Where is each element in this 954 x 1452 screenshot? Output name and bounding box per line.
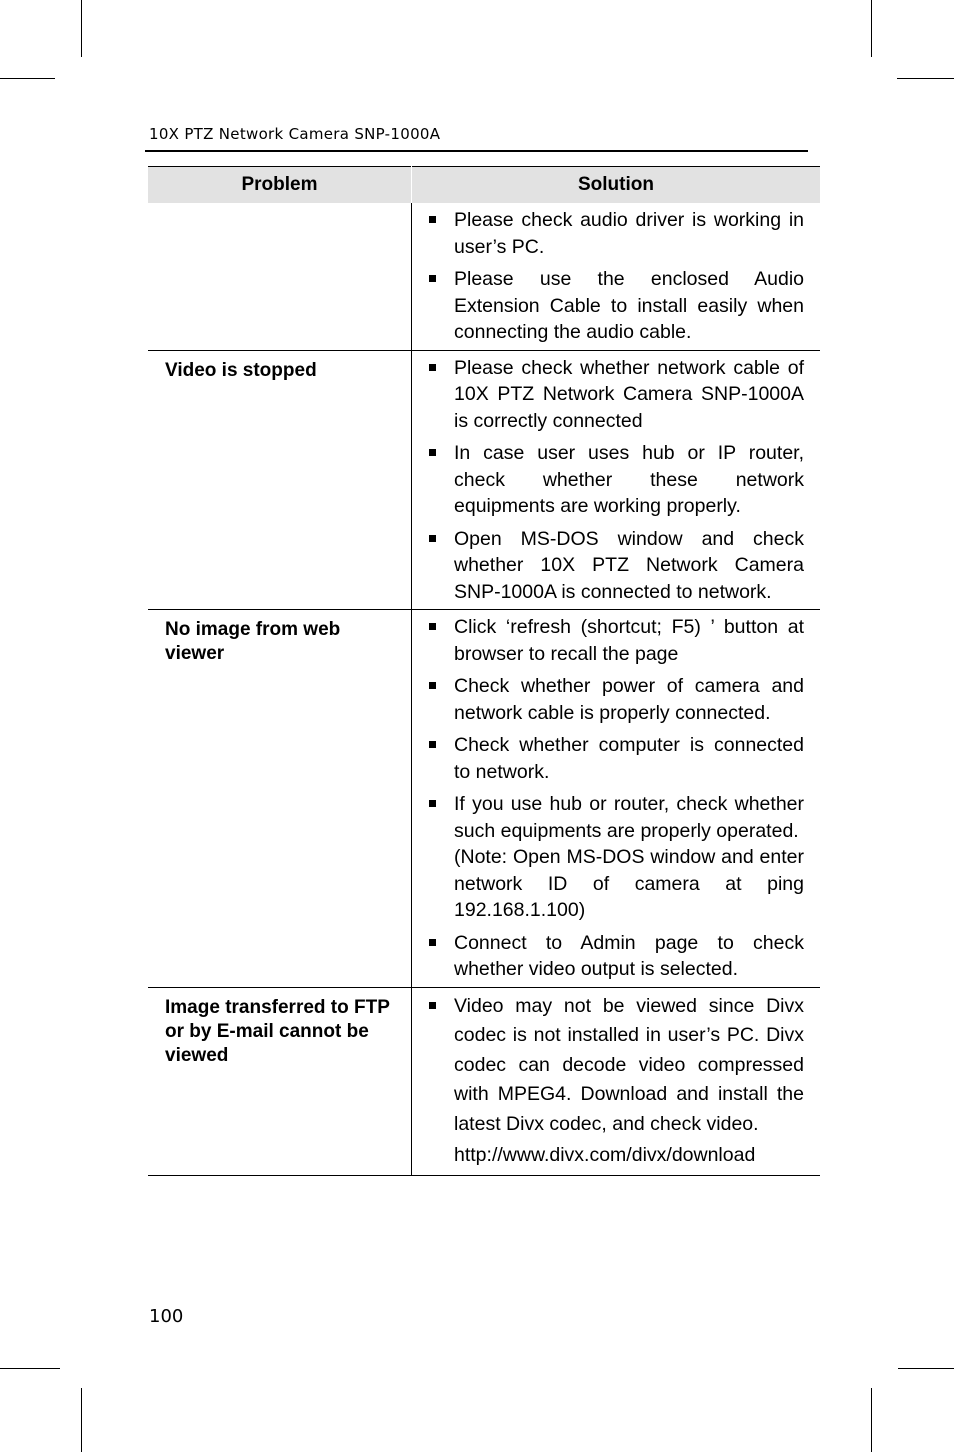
list-item <box>412 791 804 924</box>
problem-cell: Image transferred to FTP or by E-mail cannot be viewed <box>148 987 412 1175</box>
list-item <box>412 992 804 1171</box>
solution-text: Check whether power of camera and network cable is properly connected. <box>454 675 804 724</box>
crop-mark <box>0 1368 60 1369</box>
problem-cell: Video is stopped <box>148 350 412 610</box>
bullet-icon <box>429 364 436 371</box>
solution-cell <box>412 203 821 350</box>
bullet-icon <box>429 275 436 282</box>
list-item <box>412 526 804 606</box>
column-header-solution: Solution <box>412 167 821 204</box>
solution-cell <box>412 610 821 988</box>
solution-list <box>412 355 804 606</box>
solution-text: Video may not be viewed since Divx codec is not installed in user’s PC. Divx codec can decode video compressed with MPEG4. Download and install the latest Divx codec, and check video. <box>454 994 804 1135</box>
crop-mark <box>0 78 55 79</box>
table-row <box>148 610 820 988</box>
bullet-icon <box>429 741 436 748</box>
column-header-problem: Problem <box>148 167 412 204</box>
solution-list <box>412 992 804 1171</box>
solution-text: Please check audio driver is working in user’s PC. <box>454 209 804 258</box>
header-rule <box>145 150 808 152</box>
table-row <box>148 987 820 1175</box>
crop-mark <box>81 1388 82 1452</box>
solution-text: If you use hub or router, check whether such equipments are properly operated. <box>454 793 804 842</box>
solution-text: Connect to Admin page to check whether video output is selected. <box>454 931 804 980</box>
solution-text: In case user uses hub or IP router, check whether these network equipments are working properly. <box>454 442 804 517</box>
solution-cell <box>412 350 821 610</box>
bullet-icon <box>429 216 436 223</box>
running-header: 10X PTZ Network Camera SNP-1000A <box>149 125 441 143</box>
list-item <box>412 614 804 667</box>
download-link[interactable]: http://www.divx.com/divx/download <box>454 1144 756 1166</box>
solution-list <box>412 207 804 346</box>
crop-mark <box>898 1368 954 1369</box>
solution-list <box>412 614 804 983</box>
problem-cell <box>148 203 412 350</box>
crop-mark <box>871 0 872 57</box>
list-item <box>412 440 804 520</box>
list-item <box>412 732 804 785</box>
crop-mark <box>871 1388 872 1452</box>
bullet-icon <box>429 623 436 630</box>
bullet-icon <box>429 449 436 456</box>
solution-text: Please use the enclosed Audio Extension Cable to install easily when connecting the audio cable. <box>454 268 804 343</box>
list-item <box>412 207 804 260</box>
bullet-icon <box>429 800 436 807</box>
solution-text: Please check whether network cable of 10X PTZ Network Camera SNP-1000A is correctly connected <box>454 356 804 432</box>
crop-mark <box>81 0 82 57</box>
list-item <box>412 930 804 983</box>
bullet-icon <box>429 535 436 542</box>
bullet-icon <box>429 682 436 689</box>
table-header-row <box>148 167 820 204</box>
list-item <box>412 355 804 435</box>
list-item <box>412 266 804 346</box>
problem-cell: No image from web viewer <box>148 610 412 988</box>
solution-cell <box>412 987 821 1175</box>
table-row <box>148 350 820 610</box>
bullet-icon <box>429 1002 436 1009</box>
solution-text: Check whether computer is connected to network. <box>454 734 804 783</box>
solution-note: (Note: Open MS-DOS window and enter network ID of camera at ping 192.168.1.100) <box>454 846 804 921</box>
solution-text: Open MS-DOS window and check whether 10X PTZ Network Camera SNP-1000A is connected to network. <box>454 527 804 603</box>
troubleshooting-table <box>148 166 820 1176</box>
page-number: 100 <box>149 1306 184 1327</box>
crop-mark <box>897 78 954 79</box>
bullet-icon <box>429 939 436 946</box>
table-row <box>148 203 820 350</box>
solution-text: Click ‘refresh (shortcut; F5) ’ button at browser to recall the page <box>454 616 804 665</box>
list-item <box>412 673 804 726</box>
